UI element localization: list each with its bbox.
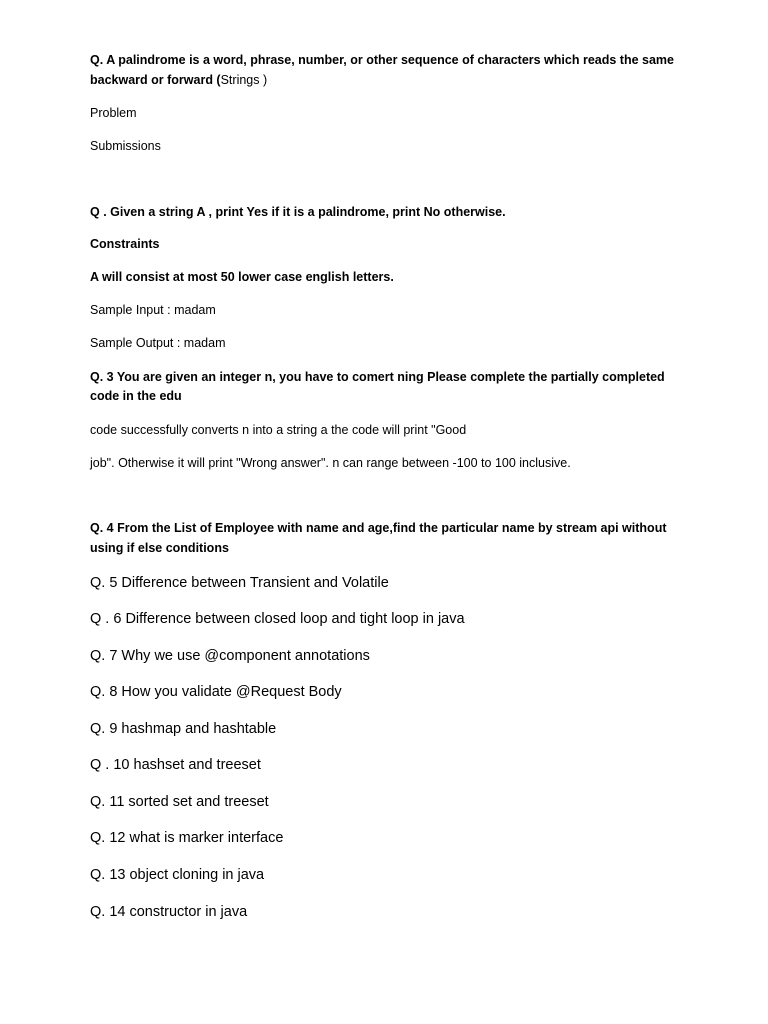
q3-desc-line1: code successfully converts n into a string a the code will print "Good — [90, 423, 467, 437]
q3-line1: Q. 3 You are given an integer n, you have to comert ning Please complete the partially completed — [90, 370, 665, 384]
q1-line2-bold: backward or forward ( — [90, 73, 221, 87]
sample-input: Sample Input : madam — [90, 303, 216, 317]
question-item: Q. 12 what is marker interface — [90, 830, 284, 846]
q1-line1: Q. A palindrome is a word, phrase, number, or other sequence of characters which reads the same — [90, 53, 674, 67]
question-item: Q. 14 constructor in java — [90, 904, 248, 920]
question-item: Q. 7 Why we use @component annotations — [90, 648, 370, 664]
question-item: Q. 8 How you validate @Request Body — [90, 684, 342, 700]
problem-label: Problem — [90, 106, 137, 120]
q1-line2-normal: Strings ) — [220, 73, 268, 87]
submissions-label: Submissions — [90, 139, 161, 153]
question-item: Q. 5 Difference between Transient and Volatile — [90, 575, 389, 591]
q3-desc-line2: job". Otherwise it will print "Wrong answer". n can range between -100 to 100 inclusive. — [90, 456, 571, 470]
question-item: Q. 11 sorted set and treeset — [90, 794, 269, 810]
question-item: Q . 6 Difference between closed loop and tight loop in java — [90, 611, 465, 627]
sample-output: Sample Output : madam — [90, 336, 226, 350]
question-item: Q. 13 object cloning in java — [90, 867, 265, 883]
q1-line2 — [90, 70, 670, 90]
question-item: Q. 9 hashmap and hashtable — [90, 721, 277, 737]
q3-line2: code in the edu — [90, 389, 182, 403]
question-item: Q . 10 hashset and treeset — [90, 757, 261, 773]
constraints-heading: Constraints — [90, 237, 160, 251]
constraint-text: A will consist at most 50 lower case english letters. — [90, 270, 394, 284]
q2-text: Q . Given a string A , print Yes if it is a palindrome, print No otherwise. — [90, 205, 506, 219]
q4-line1: Q. 4 From the List of Employee with name and age,find the particular name by stream api without — [90, 521, 667, 535]
q4-line2: using if else conditions — [90, 541, 229, 555]
